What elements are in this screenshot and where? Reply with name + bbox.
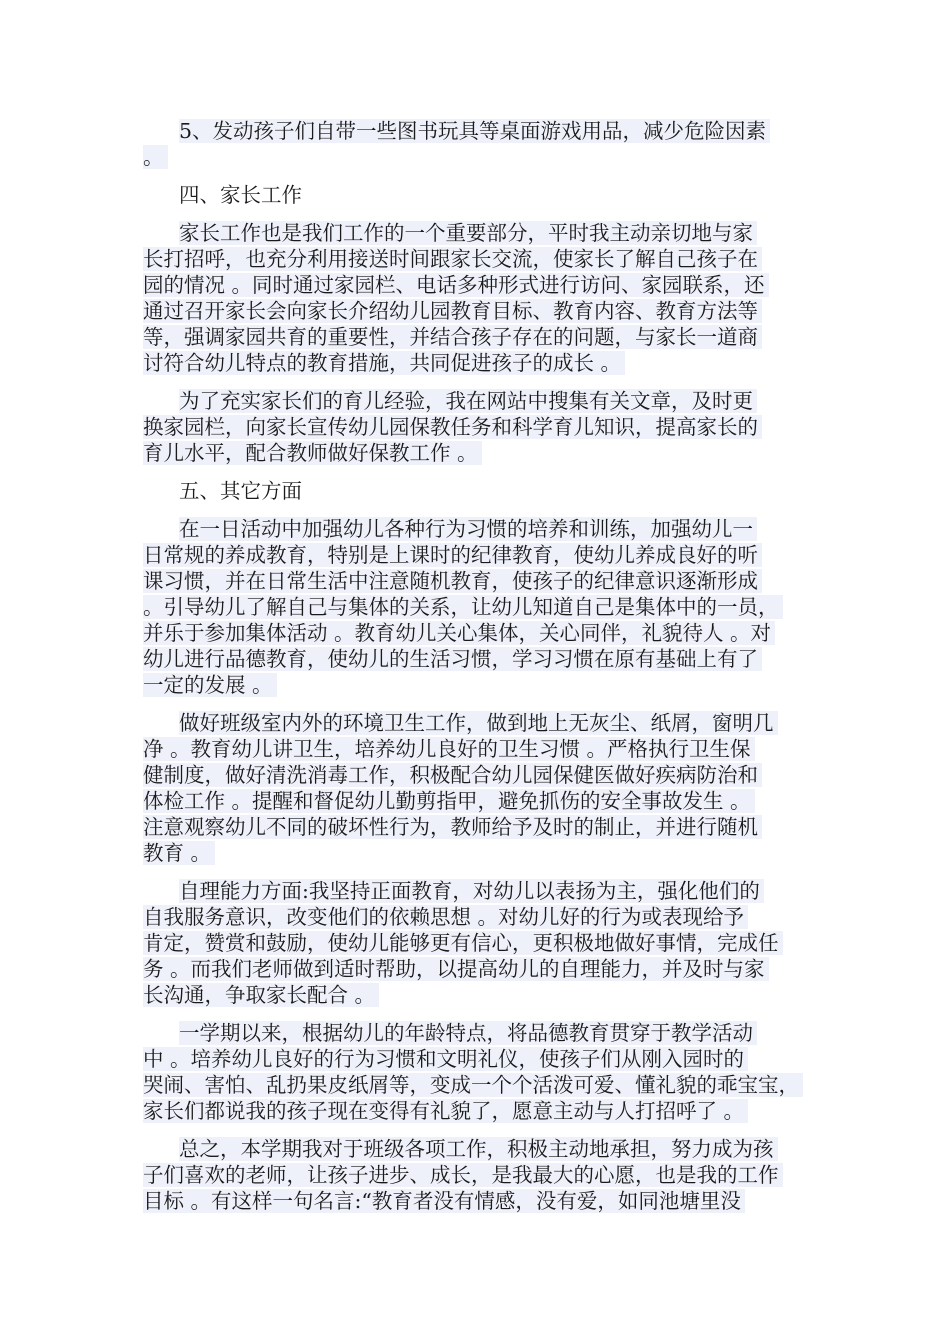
text-line: 一定的发展 。 xyxy=(143,673,277,697)
text-line: 中 。培养幼儿良好的行为习惯和文明礼仪，使孩子们从刚入园时的 xyxy=(143,1047,748,1071)
text-line: 换家园栏，向家长宣传幼儿园保教任务和科学育儿知识，提高家长的 xyxy=(143,415,762,439)
text-line: 家长们都说我的孩子现在变得有礼貌了，愿意主动与人打招呼了 。 xyxy=(143,1099,748,1123)
section-heading-parents xyxy=(143,182,813,208)
paragraph-self-care xyxy=(143,878,813,1008)
heading-text: 四、家长工作 xyxy=(179,183,302,207)
document-body xyxy=(143,118,813,1226)
text-line: 目标 。有这样一句名言:“教育者没有情感，没有爱，如同池塘里没 xyxy=(143,1189,745,1213)
text-line: 做好班级室内外的环境卫生工作，做到地上无灰尘、纸屑，窗明几 xyxy=(179,711,778,735)
text-line: 等，强调家园共育的重要性，并结合孩子存在的问题，与家长一道商 xyxy=(143,325,762,349)
section-heading-other xyxy=(143,478,813,504)
text-line: 肯定，赞赏和鼓励，使幼儿能够更有信心，更积极地做好事情，完成任 xyxy=(143,931,783,955)
text-line: 自我服务意识，改变他们的依赖思想 。对幼儿好的行为或表现给予 xyxy=(143,905,748,929)
heading-text: 五、其它方面 xyxy=(179,479,302,503)
paragraph-item-5 xyxy=(143,118,813,170)
text-line: 园的情况 。同时通过家园栏、电话多种形式进行访问、家园联系，还 xyxy=(143,273,769,297)
text-line: 5、发动孩子们自带一些图书玩具等桌面游戏用品，减少危险因素 xyxy=(179,119,770,143)
text-line: 家长工作也是我们工作的一个重要部分，平时我主动亲切地与家 xyxy=(179,221,757,245)
text-line: 体检工作 。提醒和督促幼儿勤剪指甲，避免抓伤的安全事故发生 。 xyxy=(143,789,755,813)
text-line: 子们喜欢的老师，让孩子进步、成长，是我最大的心愿，也是我的工作 xyxy=(143,1163,783,1187)
text-line: 一学期以来，根据幼儿的年龄特点，将品德教育贯穿于教学活动 xyxy=(179,1021,757,1045)
paragraph-semester xyxy=(143,1020,813,1124)
text-line: 讨符合幼儿特点的教育措施，共同促进孩子的成长 。 xyxy=(143,351,625,375)
text-line: 。 xyxy=(143,145,168,169)
text-line: 并乐于参加集体活动 。教育幼儿关心集体，关心同伴，礼貌待人 。对 xyxy=(143,621,775,645)
text-line: 课习惯，并在日常生活中注意随机教育，使孩子的纪律意识逐渐形成 xyxy=(143,569,762,593)
paragraph-parents-work xyxy=(143,220,813,376)
text-line: 健制度，做好清洗消毒工作，积极配合幼儿园保健医做好疾病防治和 xyxy=(143,763,762,787)
text-line: 哭闹、害怕、乱扔果皮纸屑等，变成一个个活泼可爱、懂礼貌的乖宝宝， xyxy=(143,1073,803,1097)
paragraph-parenting-experience xyxy=(143,388,813,466)
text-line: 注意观察幼儿不同的破坏性行为，教师给予及时的制止，并进行随机 xyxy=(143,815,762,839)
text-line: 教育 。 xyxy=(143,841,215,865)
paragraph-summary xyxy=(143,1136,813,1214)
text-line: 为了充实家长们的育儿经验，我在网站中搜集有关文章，及时更 xyxy=(179,389,757,413)
text-line: 净 。教育幼儿讲卫生，培养幼儿良好的卫生习惯 。严格执行卫生保 xyxy=(143,737,755,761)
paragraph-habits xyxy=(143,516,813,698)
text-line: 日常规的养成教育，特别是上课时的纪律教育，使幼儿养成良好的听 xyxy=(143,543,762,567)
text-line: 育儿水平，配合教师做好保教工作 。 xyxy=(143,441,482,465)
text-line: 幼儿进行品德教育，使幼儿的生活习惯，学习习惯在原有基础上有了 xyxy=(143,647,762,671)
text-line: 自理能力方面:我坚持正面教育，对幼儿以表扬为主，强化他们的 xyxy=(179,879,764,903)
text-line: 务 。而我们老师做到适时帮助，以提高幼儿的自理能力，并及时与家 xyxy=(143,957,769,981)
text-line: 总之，本学期我对于班级各项工作，积极主动地承担，努力成为孩 xyxy=(179,1137,778,1161)
paragraph-hygiene xyxy=(143,710,813,866)
text-line: 在一日活动中加强幼儿各种行为习惯的培养和训练，加强幼儿一 xyxy=(179,517,757,541)
text-line: 长打招呼，也充分利用接送时间跟家长交流，使家长了解自己孩子在 xyxy=(143,247,762,271)
text-line: 通过召开家长会向家长介绍幼儿园教育目标、教育内容、教育方法等 xyxy=(143,299,762,323)
text-line: 。引导幼儿了解自己与集体的关系，让幼儿知道自己是集体中的一员， xyxy=(143,595,783,619)
text-line: 长沟通，争取家长配合 。 xyxy=(143,983,379,1007)
